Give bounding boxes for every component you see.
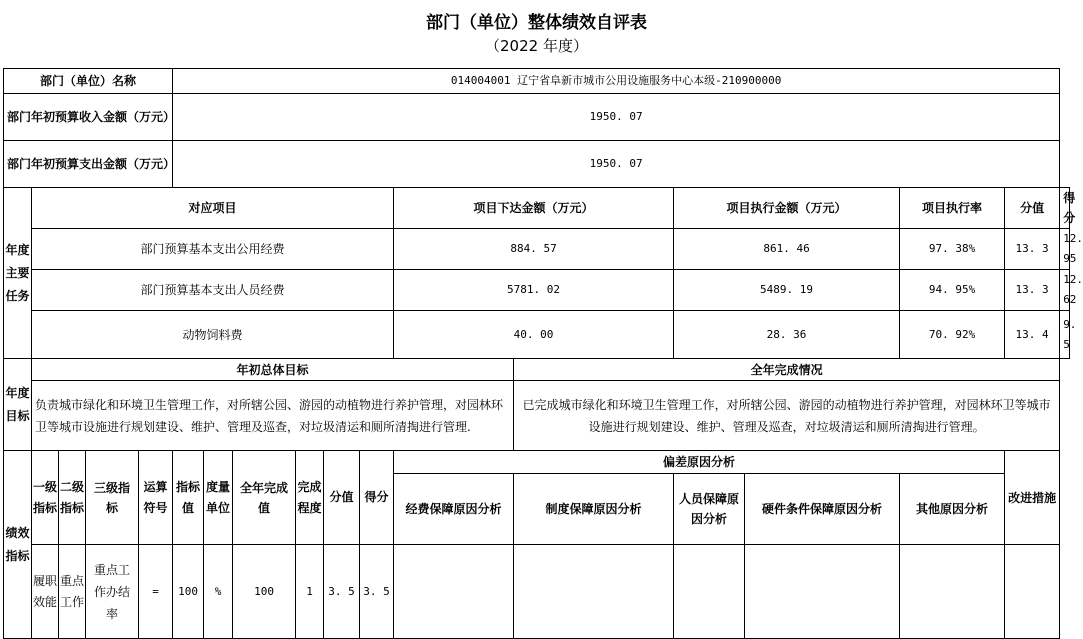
indicators-side-label: 绩效指标 [4, 451, 32, 639]
unit-label: 部门（单位）名称 [4, 69, 173, 94]
expense-value: 1950. 07 [173, 141, 1060, 188]
task-rate: 94. 95% [900, 270, 1005, 311]
tasks-header-issued: 项目下达金额（万元） [394, 188, 674, 229]
task-score: 12. 62 [1060, 270, 1070, 311]
ind-header-weight: 分值 [324, 451, 360, 545]
income-row [4, 94, 1070, 141]
task-score: 12. 95 [1060, 229, 1070, 270]
task-name: 部门预算基本支出公用经费 [32, 229, 394, 270]
table-row [4, 229, 1070, 270]
income-value: 1950. 07 [173, 94, 1060, 141]
task-executed: 861. 46 [674, 229, 900, 270]
goals-initial-header: 年初总体目标 [32, 359, 514, 381]
income-label: 部门年初预算收入金额（万元） [4, 94, 173, 141]
ind-funding [394, 545, 514, 639]
evaluation-table [3, 68, 1083, 639]
goals-initial-text: 负责城市绿化和环境卫生管理工作，对所辖公园、游园的动植物进行养护管理，对园林环卫等城市设施进行规划建设、维护、管理及巡查，对垃圾清运和厕所清掏进行管理. [32, 381, 514, 451]
task-rate: 70. 92% [900, 311, 1005, 359]
ind-actual: 100 [233, 545, 296, 639]
ind-header-unit: 度量单位 [204, 451, 233, 545]
table-row [4, 545, 1070, 639]
task-issued: 884. 57 [394, 229, 674, 270]
ind-header-level1: 一级指标 [32, 451, 59, 545]
ind-header-score: 得分 [360, 451, 394, 545]
ind-header-other: 其他原因分析 [900, 474, 1005, 545]
ind-header-target: 指标值 [173, 451, 204, 545]
unit-value: 014004001 辽宁省阜新市城市公用设施服务中心本级-210900000 [173, 69, 1060, 94]
goals-content-row [4, 381, 1070, 451]
task-issued: 5781. 02 [394, 270, 674, 311]
ind-level1: 履职效能 [32, 545, 59, 639]
tasks-header-project: 对应项目 [32, 188, 394, 229]
ind-header-level2: 二级指标 [59, 451, 86, 545]
tasks-header-executed: 项目执行金额（万元） [674, 188, 900, 229]
ind-score: 3. 5 [360, 545, 394, 639]
task-executed: 28. 36 [674, 311, 900, 359]
tasks-header-weight: 分值 [1005, 188, 1060, 229]
ind-hardware [745, 545, 900, 639]
task-weight: 13. 4 [1005, 311, 1060, 359]
ind-target: 100 [173, 545, 204, 639]
task-issued: 40. 00 [394, 311, 674, 359]
tasks-side-label: 年度主要任务 [4, 188, 32, 359]
table-row [4, 270, 1070, 311]
ind-header-deviation: 偏差原因分析 [394, 451, 1005, 474]
ind-weight: 3. 5 [324, 545, 360, 639]
tasks-header-rate: 项目执行率 [900, 188, 1005, 229]
ind-level2: 重点工作 [59, 545, 86, 639]
report-title: 部门（单位）整体绩效自评表 [426, 13, 647, 33]
ind-header-actual: 全年完成值 [233, 451, 296, 545]
report-year: （2022 年度） [485, 37, 588, 55]
task-weight: 13. 3 [1005, 270, 1060, 311]
ind-header-improve: 改进措施 [1005, 451, 1060, 545]
ind-degree: 1 [296, 545, 324, 639]
task-weight: 13. 3 [1005, 229, 1060, 270]
tasks-header-row [4, 188, 1070, 229]
tasks-header-score: 得分 [1060, 188, 1070, 229]
ind-header-level3: 三级指标 [86, 451, 139, 545]
ind-personnel [674, 545, 745, 639]
indicator-header-row-1 [4, 451, 1070, 474]
ind-level3: 重点工作办结率 [86, 545, 139, 639]
goals-complete-header: 全年完成情况 [514, 359, 1060, 381]
ind-header-operator: 运算符号 [139, 451, 173, 545]
ind-system [514, 545, 674, 639]
ind-other [900, 545, 1005, 639]
ind-header-system: 制度保障原因分析 [514, 474, 674, 545]
ind-unit: % [204, 545, 233, 639]
task-name: 动物饲料费 [32, 311, 394, 359]
ind-operator: = [139, 545, 173, 639]
unit-row [4, 69, 1070, 94]
ind-improve [1005, 545, 1060, 639]
task-score: 9. 5 [1060, 311, 1070, 359]
ind-header-funding: 经费保障原因分析 [394, 474, 514, 545]
task-executed: 5489. 19 [674, 270, 900, 311]
goals-header-row [4, 359, 1070, 381]
expense-label: 部门年初预算支出金额（万元） [4, 141, 173, 188]
goals-complete-text: 已完成城市绿化和环境卫生管理工作，对所辖公园、游园的动植物进行养护管理，对园林环卫等城市设施进行规划建设、维护、管理及巡查，对垃圾清运和厕所清掏进行管理。 [514, 381, 1060, 451]
ind-header-degree: 完成程度 [296, 451, 324, 545]
table-row [4, 311, 1070, 359]
ind-header-personnel: 人员保障原因分析 [674, 474, 745, 545]
ind-header-hardware: 硬件条件保障原因分析 [745, 474, 900, 545]
expense-row [4, 141, 1070, 188]
task-rate: 97. 38% [900, 229, 1005, 270]
task-name: 部门预算基本支出人员经费 [32, 270, 394, 311]
goals-side-label: 年度目标 [4, 359, 32, 451]
